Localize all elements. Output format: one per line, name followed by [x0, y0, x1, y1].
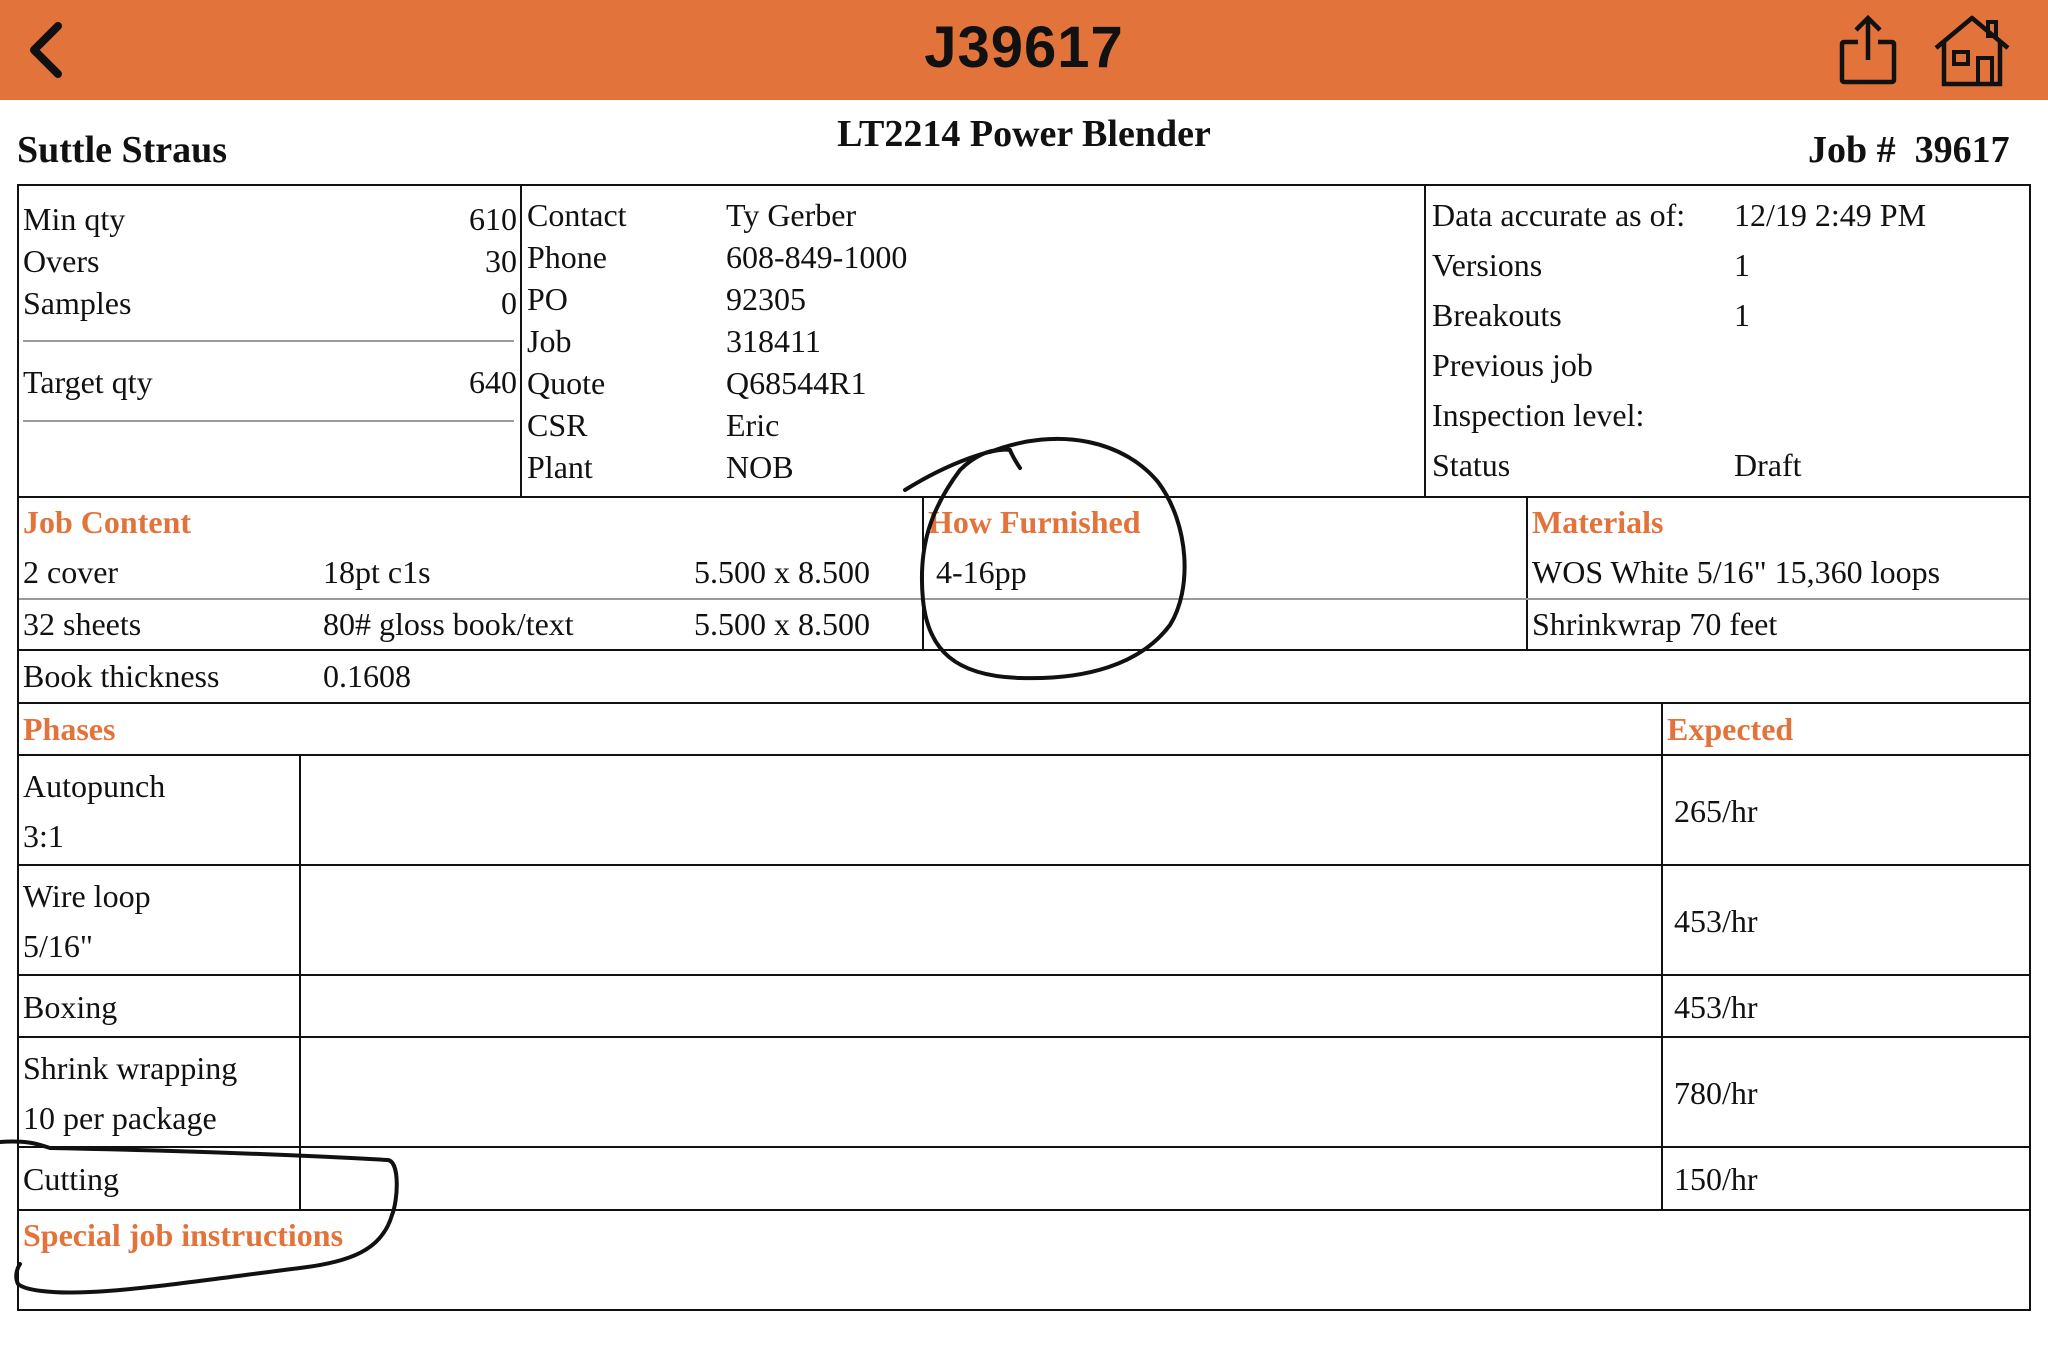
status-label: Previous job [1432, 347, 1593, 383]
app-title: J39617 [924, 15, 1124, 80]
top-bar [0, 0, 2048, 100]
content-item: 2 cover [23, 554, 119, 590]
customer-name: Suttle Straus [17, 129, 228, 171]
content-size: 5.500 x 8.500 [694, 554, 870, 590]
job-number-label: Job # 39617 [1808, 129, 2010, 171]
book-thickness-label: Book thickness [23, 658, 220, 694]
plant-value: NOB [726, 449, 794, 485]
phase-name: Cutting [23, 1161, 120, 1197]
phase-name: Wire loop [23, 878, 151, 914]
share-icon[interactable] [1836, 12, 1900, 86]
phase-detail: 3:1 [23, 818, 64, 854]
qty-label: Target qty [23, 364, 153, 400]
how-furnished-heading: How Furnished [928, 504, 1141, 540]
contact-label: Quote [527, 365, 606, 401]
qty-label: Overs [23, 243, 100, 279]
job-value: 318411 [726, 323, 821, 359]
contact-label: CSR [527, 407, 588, 443]
contact-label: Plant [527, 449, 593, 485]
phase-expected: 780/hr [1674, 1075, 1758, 1111]
materials-heading: Materials [1532, 504, 1664, 540]
phase-name: Shrink wrapping [23, 1050, 238, 1086]
content-stock: 80# gloss book/text [323, 606, 574, 642]
special-instructions-heading: Special job instructions [23, 1217, 344, 1253]
job-content-heading: Job Content [23, 504, 192, 540]
material-item: WOS White 5/16" 15,360 loops [1532, 554, 1941, 590]
breakouts-value: 1 [1734, 297, 1750, 333]
po-value: 92305 [726, 281, 806, 317]
content-size: 5.500 x 8.500 [694, 606, 870, 642]
csr-value: Eric [726, 407, 780, 443]
content-stock: 18pt c1s [323, 554, 431, 590]
phase-name: Autopunch [23, 768, 166, 804]
how-furnished-value: 4-16pp [936, 554, 1027, 590]
book-thickness-value: 0.1608 [323, 658, 411, 694]
phase-name: Boxing [23, 989, 118, 1025]
qty-value: 30 [485, 243, 517, 279]
status-label: Inspection level: [1432, 397, 1645, 433]
status-label: Breakouts [1432, 297, 1562, 333]
phase-expected: 265/hr [1674, 793, 1758, 829]
content-item: 32 sheets [23, 606, 142, 642]
expected-heading: Expected [1667, 711, 1794, 747]
status-label: Status [1432, 447, 1511, 483]
status-value: Draft [1734, 447, 1802, 483]
contact-label: Job [527, 323, 572, 359]
home-icon[interactable] [1932, 12, 2012, 88]
qty-value: 610 [469, 201, 517, 237]
product-title: LT2214 Power Blender [837, 113, 1211, 155]
phase-detail: 5/16" [23, 928, 93, 964]
phase-expected: 150/hr [1674, 1161, 1758, 1197]
qty-label: Min qty [23, 201, 126, 237]
contact-value: Ty Gerber [726, 197, 857, 233]
phases-box [17, 702, 2031, 1211]
quote-value: Q68544R1 [726, 365, 867, 401]
material-item: Shrinkwrap 70 feet [1532, 606, 1778, 642]
status-label: Data accurate as of: [1432, 197, 1686, 233]
phase-expected: 453/hr [1674, 903, 1758, 939]
phases-heading: Phases [23, 711, 116, 747]
qty-value: 640 [469, 364, 517, 400]
contact-label: Contact [527, 197, 627, 233]
contact-label: PO [527, 281, 568, 317]
phase-detail: 10 per package [23, 1100, 217, 1136]
qty-value: 0 [501, 285, 517, 321]
versions-value: 1 [1734, 247, 1750, 283]
phone-value: 608-849-1000 [726, 239, 908, 275]
phase-expected: 453/hr [1674, 989, 1758, 1025]
contact-label: Phone [527, 239, 607, 275]
qty-label: Samples [23, 285, 132, 321]
status-label: Versions [1432, 247, 1543, 283]
data-accurate-value: 12/19 2:49 PM [1734, 197, 1927, 233]
